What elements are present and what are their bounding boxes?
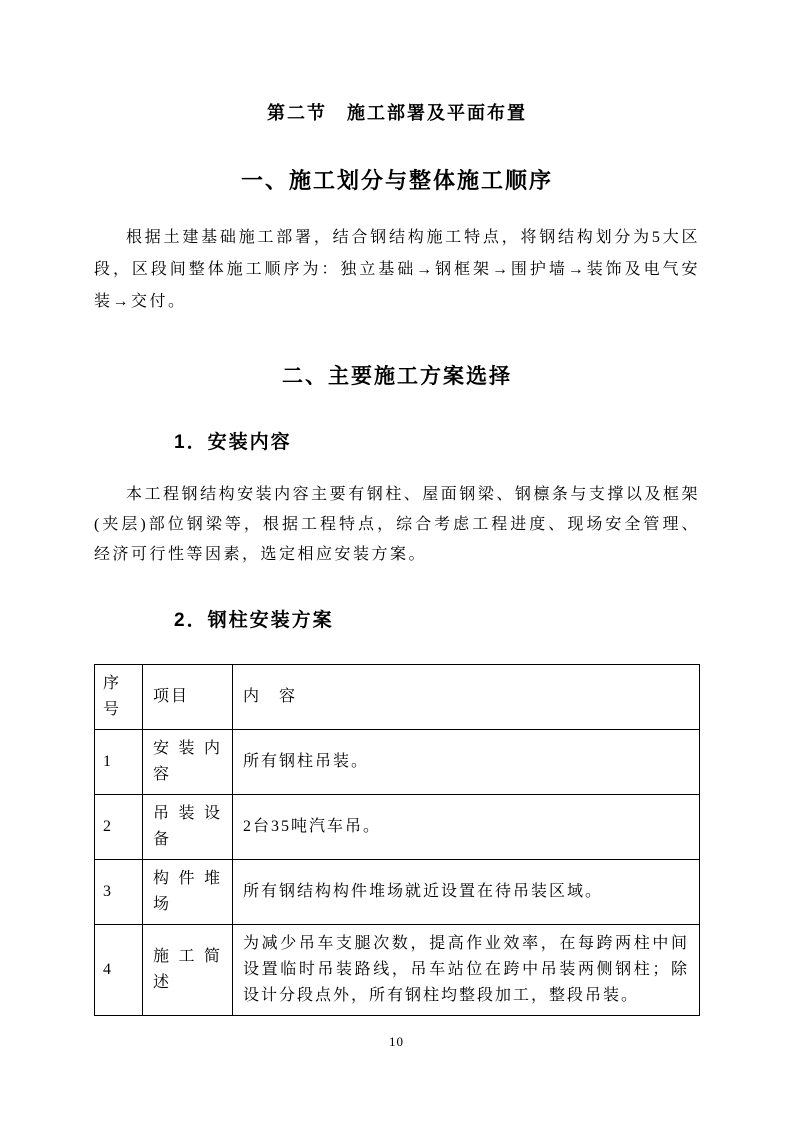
- paragraph-installation-content: 本工程钢结构安装内容主要有钢柱、屋面钢梁、钢檩条与支撑以及框架(夹层)部位钢梁等，根据工程特点，综合考虑工程进度、现场安全管理、经济可行性等因素，选定相应安装方案。: [94, 486, 700, 563]
- subheading-installation-content: 1．安装内容: [174, 432, 292, 453]
- col-header-content: 内 容: [233, 665, 700, 730]
- steel-column-scheme-table: [94, 664, 700, 1016]
- cell-content: 为减少吊车支腿次数，提高作业效率，在每跨两柱中间设置临时吊装路线，吊车站位在跨中吊装两侧钢柱；除设计分段点外，所有钢柱均整段加工，整段吊装。: [233, 925, 700, 1016]
- cell-seq: 3: [95, 860, 143, 925]
- cell-item: 吊装设备: [143, 795, 233, 860]
- cell-seq: 4: [95, 925, 143, 1016]
- table-row: [95, 795, 700, 860]
- section-title: 第二节 施工部署及平面布置: [267, 103, 527, 123]
- cell-content: 所有钢结构构件堆场就近设置在待吊装区域。: [233, 860, 700, 925]
- cell-item: 施工简述: [143, 925, 233, 1016]
- cell-content: 2台35吨汽车吊。: [233, 795, 700, 860]
- table-row: [95, 730, 700, 795]
- cell-content: 所有钢柱吊装。: [233, 730, 700, 795]
- heading-main-scheme-selection: 二、主要施工方案选择: [282, 365, 512, 388]
- heading-construction-division: 一、施工划分与整体施工顺序: [240, 168, 553, 193]
- page-number: 10: [389, 1034, 404, 1049]
- table-row: [95, 925, 700, 1016]
- paragraph-construction-division: 根据土建基础施工部署，结合钢结构施工特点，将钢结构划分为5大区段，区段间整体施工顺序为：独立基础→钢框架→围护墙→装饰及电气安装→交付。: [94, 229, 700, 310]
- cell-seq: 1: [95, 730, 143, 795]
- table-header-row: [95, 665, 700, 730]
- col-header-seq: 序号: [95, 665, 143, 730]
- subheading-steel-column-scheme: 2．钢柱安装方案: [174, 610, 334, 631]
- cell-item: 安装内容: [143, 730, 233, 795]
- table-row: [95, 860, 700, 925]
- col-header-item: 项目: [143, 665, 233, 730]
- cell-item: 构件堆场: [143, 860, 233, 925]
- cell-seq: 2: [95, 795, 143, 860]
